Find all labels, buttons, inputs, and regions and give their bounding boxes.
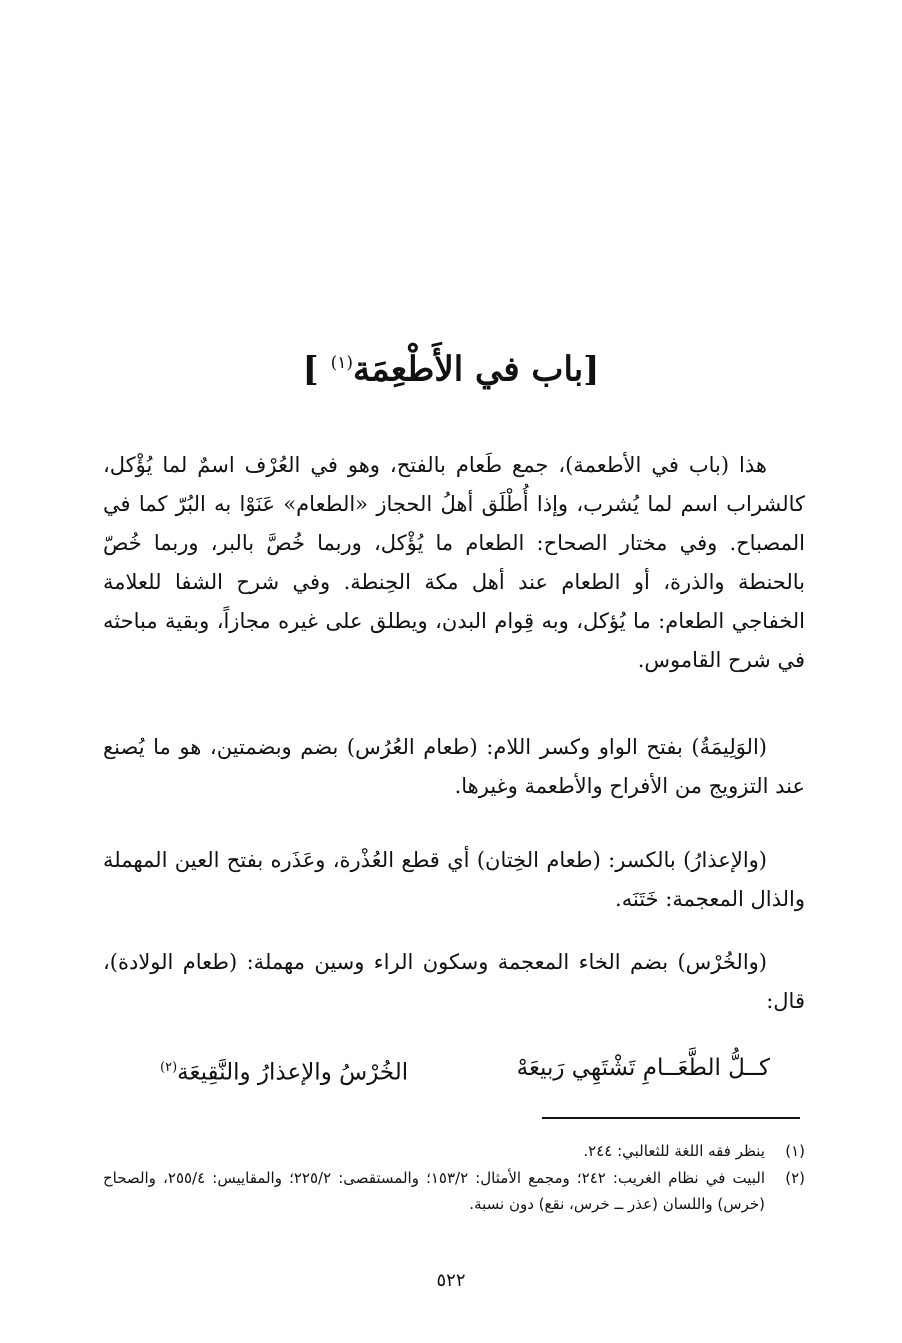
- paragraph-3: [103, 841, 805, 919]
- verse-second-hemistich-text: الخُرْسُ والإعذارُ والنَّقِيعَة: [177, 1059, 409, 1086]
- paragraph-2: [103, 728, 805, 806]
- paragraph-text: (والإعذارُ) بالكسر: (طعام الخِتان) أي قطع العُذْرة، وعَذَره بفتح العين المهملة والذال المعجمة: خَتَنَه.: [103, 848, 805, 911]
- footnote-text: ينظر فقه اللغة للثعالبي: ٢٤٤.: [583, 1142, 765, 1160]
- paragraph-text: (والخُرْس) بضم الخاء المعجمة وسكون الراء وسين مهملة: (طعام الولادة)، قال:: [103, 950, 805, 1013]
- paragraph-4: [103, 943, 805, 1021]
- footnote-2: [103, 1165, 805, 1217]
- footnote-ref-2: (٢): [160, 1060, 178, 1075]
- verse-second-hemistich: [160, 1048, 408, 1093]
- footnote-text: البيت في نظام الغريب: ٢٤٢؛ ومجمع الأمثال: ١٥٣/٢؛ والمستقصى: ٢٢٥/٢؛ والمقاييس: ٢٥٥/٤، والصحاح (خرس) واللسان (عذر ــ خرس، نقع) دون نسبة.: [103, 1169, 766, 1213]
- chapter-title: [0, 338, 902, 394]
- footnotes: [103, 1138, 805, 1217]
- footnote-number: (١): [785, 1142, 805, 1160]
- footnote-ref-1: (١): [330, 353, 353, 373]
- footnote-1: [103, 1138, 805, 1164]
- footnote-number: (٢): [785, 1169, 805, 1187]
- poetry-verse: [160, 1048, 770, 1093]
- paragraph-text: (الوَلِيمَةُ) بفتح الواو وكسر اللام: (طعام العُرُس) بضم وبضمتين، هو ما يُصنع عند التزويج من الأفراح والأطعمة وغيرها.: [103, 735, 805, 798]
- paragraph-text: هذا (باب في الأطعمة)، جمع طَعام بالفتح، وهو في العُرْف اسمٌ لما يُؤْكل، كالشراب اسم لما يُشرب، وإذا أُطْلَق أهلُ الحجاز «الطعام» عَنَوْا به البُرّ كما في المصباح. وفي مختار الصحاح: الطعام ما يُؤْكل، وربما خُصَّ بالبر، وربما خُصّ بالحنطة والذرة، أو الطعام عند أهل مكة الحِنطة. وفي شرح الشفا للعلامة الخفاجي الطعام: ما يُؤكل، وبه قِوام البدن، ويطلق على غيره مجازاً، وبقية مباحثه في شرح القاموس.: [103, 453, 805, 672]
- chapter-title-text: [باب في الأَطْعِمَة: [352, 349, 600, 390]
- paragraph-1: [103, 446, 805, 680]
- verse-first-hemistich: كــلُّ الطَّعَــامِ تَشْتَهِي رَبيعَهْ: [516, 1055, 770, 1081]
- page-number: ٥٢٢: [436, 1270, 466, 1291]
- footnote-separator: [542, 1117, 800, 1119]
- chapter-title-bracket: ]: [302, 349, 331, 390]
